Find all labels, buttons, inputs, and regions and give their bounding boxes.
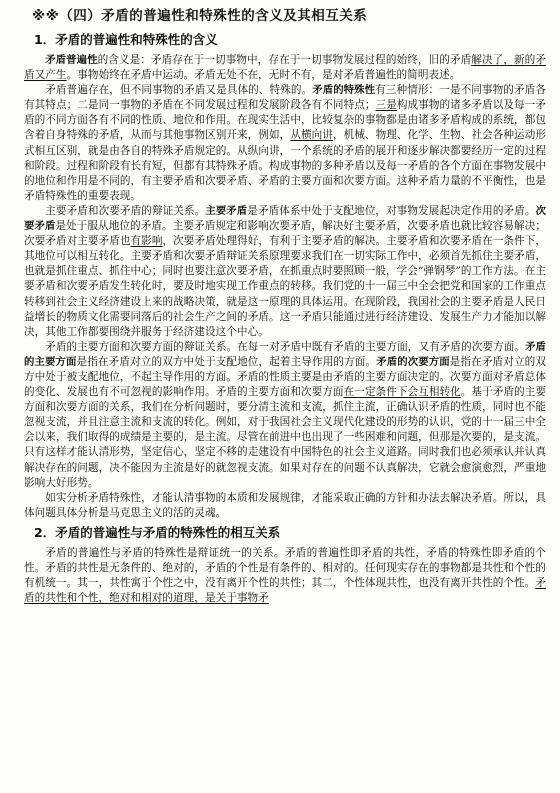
underlined-text: 在一定条件下会互相转化 <box>343 386 461 399</box>
term-principal-contradiction: 主要矛盾 <box>205 204 248 217</box>
underlined-text: 解决了，新的矛盾又产生 <box>24 54 546 82</box>
term-particularity: 矛盾的特殊性 <box>312 84 376 97</box>
term-secondary-contradiction: 次要矛盾 <box>24 204 547 233</box>
underlined-text: 矛盾的共性和个性，绝对和相对的道理，是关于事物矛 <box>24 577 546 605</box>
section-heading-1: 1．矛盾的普遍性和特殊性的含义 <box>34 32 218 47</box>
underlined-text: 从横向讲 <box>290 129 333 142</box>
paragraph-concrete-analysis: 如实分析矛盾特殊性，才能认清事物的本质和发展规律，才能采取正确的方针和办法去解决矛盾。所以，具体问题具体分析是马克思主义的活的灵魂。 <box>24 491 546 519</box>
paragraph-relationship: 矛盾的普遍性与矛盾的特殊性是辩证统一的关系。矛盾的普遍性即矛盾的共性，矛盾的特殊性即矛盾的个性。矛盾的共性是无条件的、绝对的，矛盾的个性是有条件的、相对的。任何现实存在的事物都是共性和个性的有机统一。其一，共性寓于个性之中，没有离开个性的共性；其二，个性体现共性，也没有离开共性的个性。矛盾的共性和个性，绝对和相对的道理，是关于事物矛 <box>24 546 546 605</box>
paragraph-principal-aspect: 矛盾的主要方面和次要方面的辩证关系。在每一对矛盾中既有矛盾的主要方面，又有矛盾的次要方面。矛盾的主要方面是指在矛盾对立的双方中处于支配地位，起着主导作用的方面。矛盾的次要方面是指在矛盾对立的双方中处于被支配地位，不起主导作用的方面。矛盾的性质主要是由矛盾的主要方面决定的。次要方面对矛盾总体的变化、发展也有不可忽视的影响作用。矛盾的主要方面和次要方面在一定条件下会互相转化。基于矛盾的主要方面和次要方面的关系，我们在分析问题时，要分清主流和支流，抓住主流，正确认识矛盾的性质，同时也不能忽视支流，并且注意主流和支流的转化。例如，对于我国社会主义现代化建设的形势的认识，党的十一届三中全会以来，我们取得的成绩是主要的，是主流。尽管在前进中也出现了一些困难和问题，但那是次要的，是支流。只有这样才能认清形势，坚定信心，坚定不移的走建设有中国特色的社会主义道路。同时我们也必须承认并认真解决存在的问题，决不能因为主流是好的就忽视支流。如果对存在的问题不认真解决，它就会愈演愈烈，严重地影响大好形势。 <box>24 340 547 489</box>
section-heading-2: 2．矛盾的普遍性与矛盾的特殊性的相互关系 <box>34 524 281 540</box>
paragraph-universality: 矛盾普遍性的含义是：矛盾存在于一切事物中，存在于一切事物发展过程的始终，旧的矛盾解决了，新的矛盾又产生。事物始终在矛盾中运动。矛盾无处不在，无时不有，是对矛盾普遍性的简明表述。 <box>24 54 546 82</box>
underlined-text: 有影响 <box>130 235 163 248</box>
term-principal-aspect: 矛盾的主要方面 <box>24 340 546 368</box>
page-title: ※※（四）矛盾的普遍性和特殊性的含义及其相互关系 <box>32 8 368 24</box>
term-secondary-aspect: 矛盾的次要方面 <box>376 355 450 368</box>
paragraph-particularity: 矛盾普遍存在，但不同事物的矛盾又是具体的、特殊的。矛盾的特殊性有三种情形：一是不同事物的矛盾各有其特点；二是同一事物的矛盾在不同发展过程和发展阶段各有不同特点；三是构成事物的诸多矛盾以及每一矛盾的不同方面各有不同的性质、地位和作用。在现实生活中，比较复杂的事物都是由诸多矛盾构成的系统，都包含着自身特殊的矛盾，从而与其他事物区别开来，例如，从横向讲，机械、物理、化学、生物、社会各种运动形式相互区别，就是由各自的特殊矛盾规定的。从纵向讲，一个系统的矛盾的展开和逐步解决都要经历一定的过程和阶段。过程和阶段有长有短，但都有其特殊矛盾。构成事物的多种矛盾以及每一矛盾的各个方面在事物发展中的地位和作用是不同的，有主要矛盾和次要矛盾、矛盾的主要方面和次要方面。这种矛盾力量的不平衡性，也是矛盾特殊性的重要表现。 <box>24 84 547 202</box>
underlined-text: 三是 <box>375 99 397 112</box>
paragraph-principal-contradiction: 主要矛盾和次要矛盾的辩证关系。主要矛盾是矛盾体系中处于支配地位，对事物发展起决定作用的矛盾。次要矛盾是处于服从地位的矛盾。主要矛盾规定和影响次要矛盾，解决好主要矛盾，次要矛盾也就比较容易解决；次要矛盾对主要矛盾也有影响，次要矛盾处理得好，有利于主要矛盾的解决。主要矛盾和次要矛盾在一条件下，其地位可以相互转化。主要矛盾和次要矛盾辩证关系原理要求我们在一切实际工作中，必须首先抓住主要矛盾，也就是抓住重点、抓住中心；同时也要注意次要矛盾，在抓重点时要照顾一般，学会“弹钢琴”的工作方法。在主要矛盾和次要矛盾发生转化时，要及时地实现工作重点的转移。我们党的十一届三中全会把党和国家的工作重点转移到社会主义经济建设上来的战略决策，就是这一原理的具体运用。在现阶段，我国社会的主要矛盾是人民日益增长的物质文化需要同落后的社会生产之间的矛盾。这一矛盾只能通过进行经济建设、发展生产力才能加以解决，其他工作都要围绕并服务于经济建设这个中心。 <box>24 204 547 338</box>
term-universality: 矛盾普遍性 <box>45 54 98 66</box>
